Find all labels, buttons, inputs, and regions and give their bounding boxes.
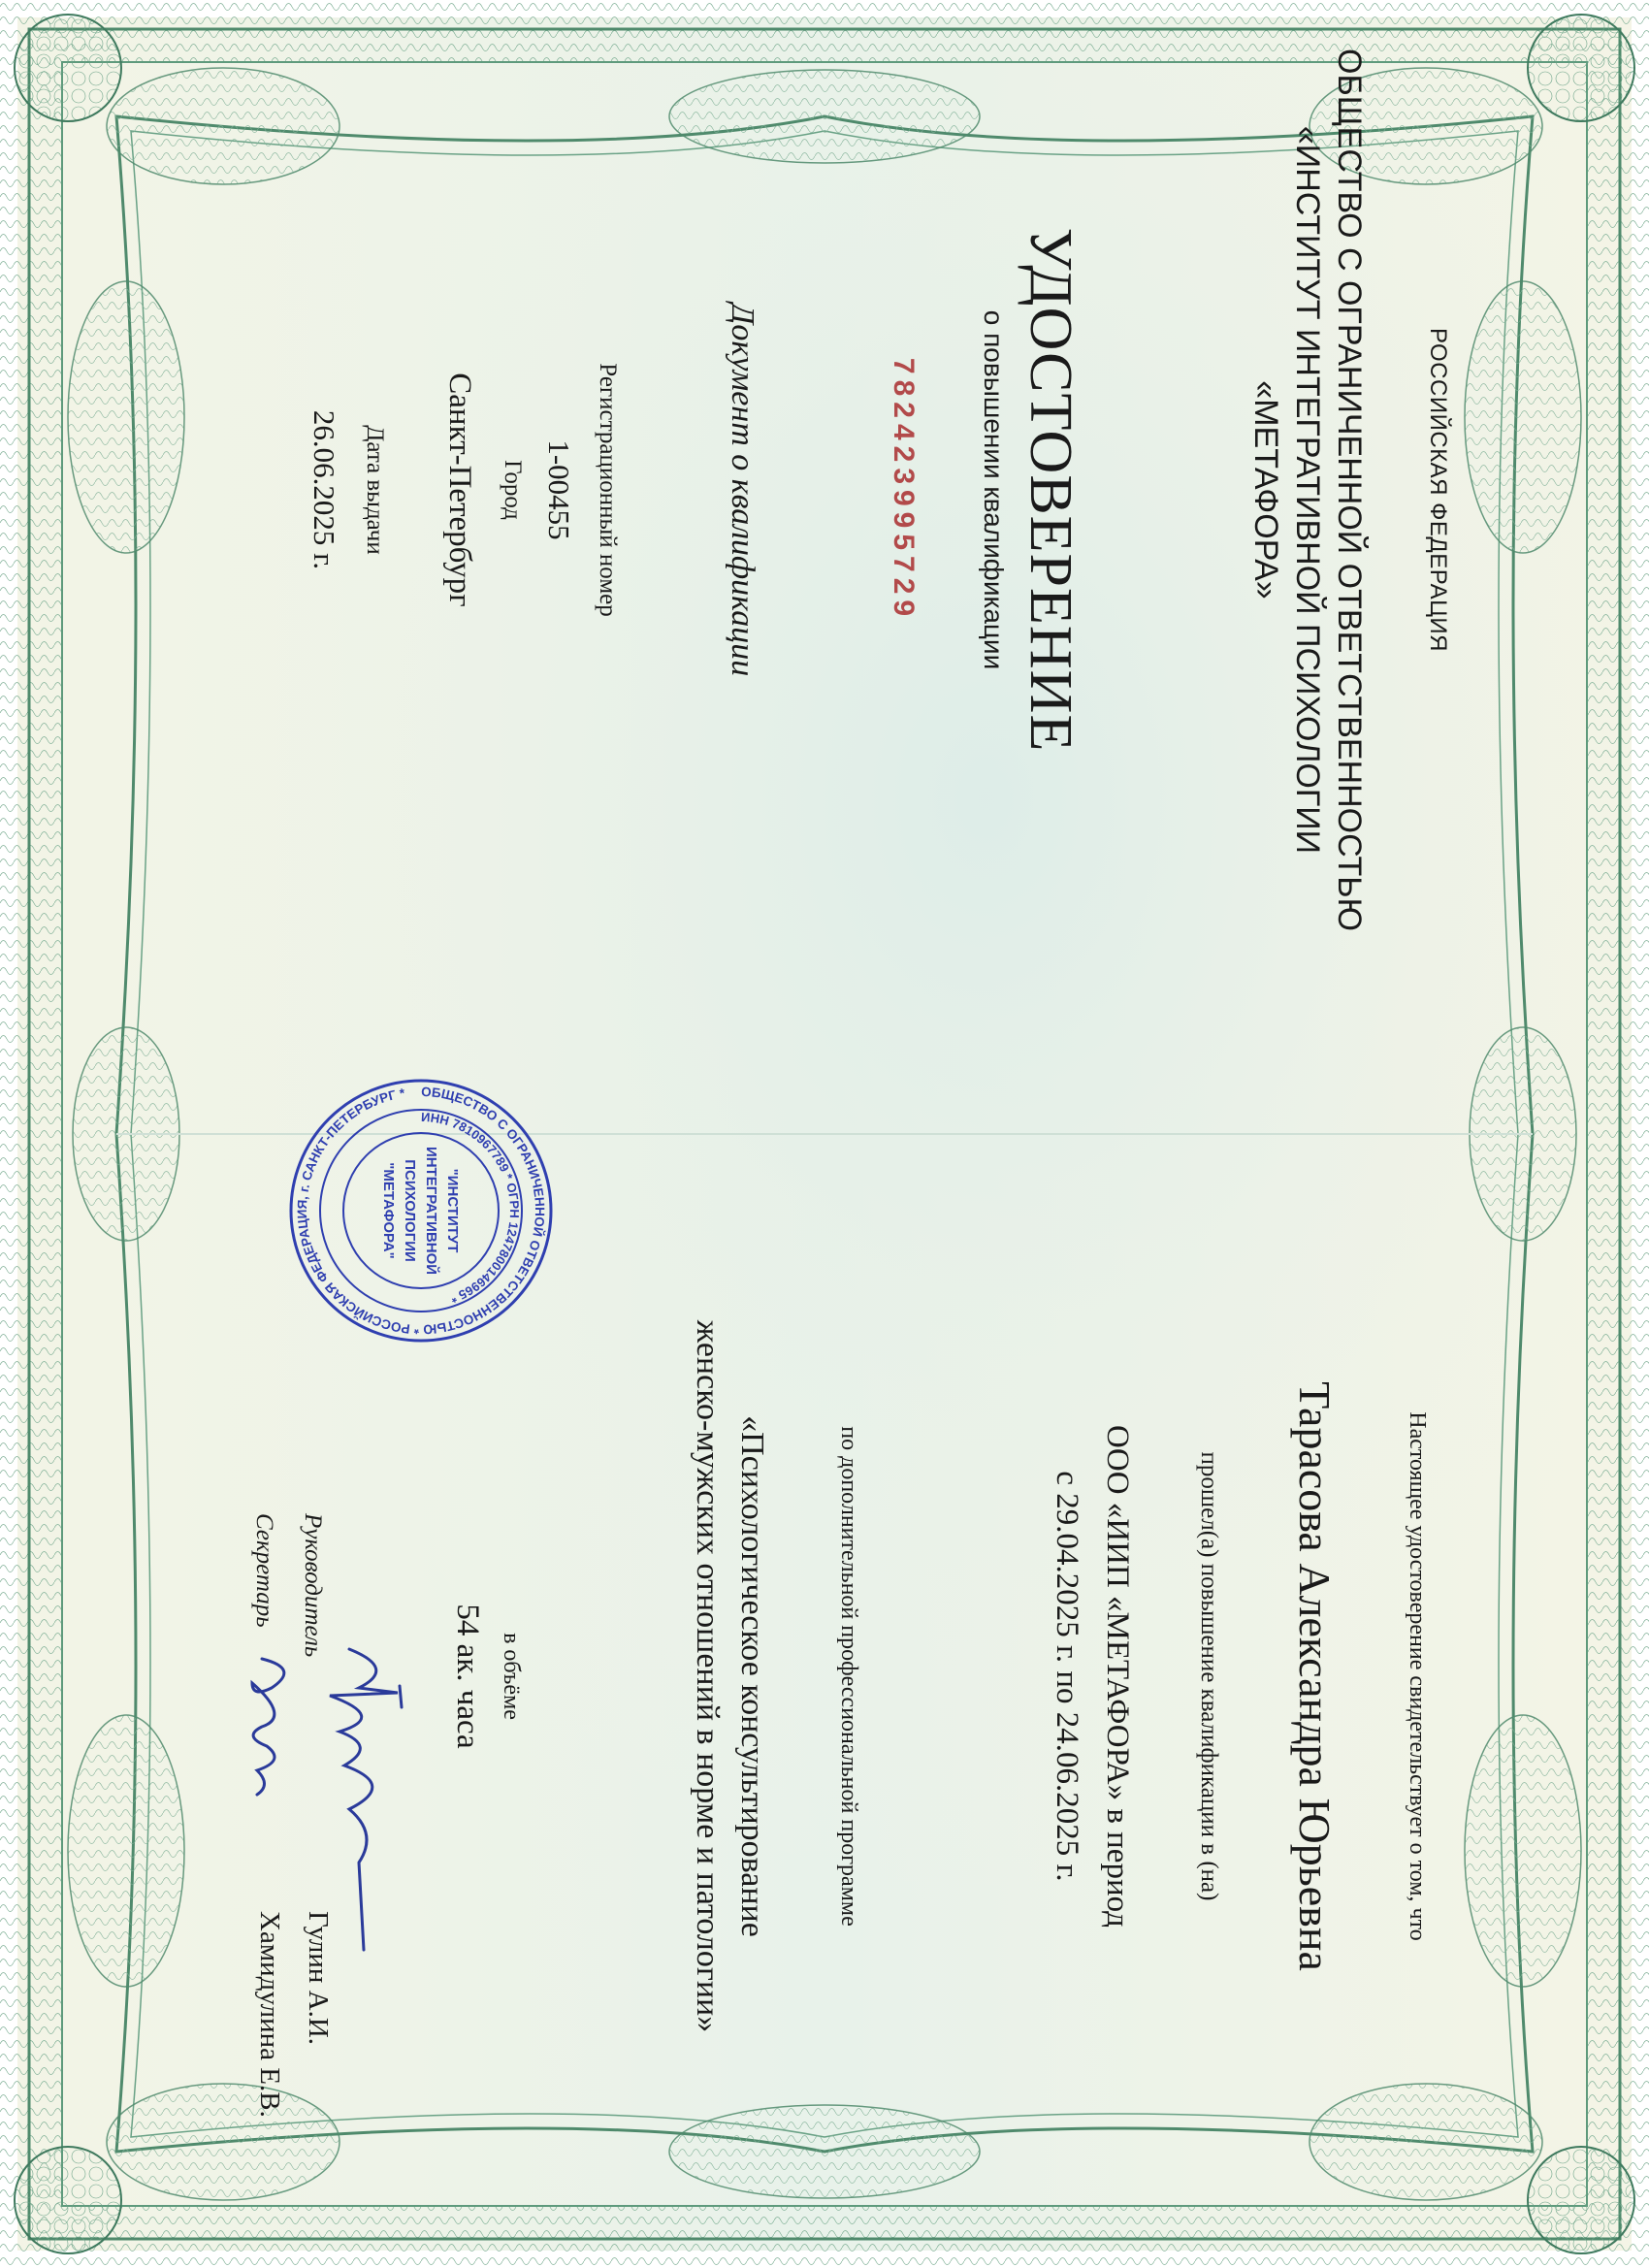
org-name-line3: «МЕТАФОРА» (1247, 380, 1284, 599)
issue-date: 26.06.2025 г. (307, 409, 341, 570)
stamp-center-line3: ПСИХОЛОГИИ (402, 1159, 418, 1262)
head-name: Гулин А.И. (303, 1911, 334, 2046)
city-value: Санкт-Петербург (442, 373, 477, 607)
stamp-inner-text: ИНН 7810967789 * ОГРН 1247800146965 * (420, 1109, 523, 1307)
intro-text: Настоящее удостоверение свидетельствует о том, что (1405, 1411, 1430, 1941)
program-title-line2: женско-мужских отношений в норме и патологии» (690, 1319, 726, 2033)
training-period: с 29.04.2025 г. по 24.06.2025 г. (1050, 1471, 1084, 1882)
secretary-name: Хамидулина Е.В. (254, 1911, 285, 2118)
document-kind: Документ о квалификации (725, 303, 760, 677)
secretary-role: Секретарь (251, 1513, 277, 1628)
volume-value: 54 ак. часа (450, 1604, 485, 1749)
organization-short: ООО «ИИП «МЕТАФОРА» в период (1100, 1425, 1135, 1928)
registration-label: Регистрационный номер (595, 363, 621, 617)
stamp-center-line1: "ИНСТИТУТ (444, 1168, 461, 1253)
serial-number: 782423995729 (888, 357, 920, 623)
city-label: Город (500, 460, 526, 520)
head-signature (310, 1639, 417, 1960)
issue-date-label: Дата выдачи (362, 425, 388, 555)
stamp-center-line2: ИНТЕГРАТИВНОЙ (423, 1146, 439, 1276)
program-intro: по дополнительной профессиональной программе (836, 1426, 861, 1927)
secretary-signature (233, 1649, 310, 1843)
recipient-name: Тарасова Александра Юрьевна (1290, 1381, 1340, 1971)
org-name-line1: ОБЩЕСТВО С ОГРАНИЧЕННОЙ ОТВЕТСТВЕННОСТЬЮ (1331, 49, 1368, 931)
head-role: Руководитель (300, 1513, 326, 1658)
document-subtitle: о повышении квалификации (979, 309, 1009, 670)
registration-number: 1-00455 (542, 439, 576, 540)
program-title-line1: «Психологическое консультирование (734, 1415, 770, 1937)
volume-label: в объёме (499, 1633, 524, 1720)
organization-stamp (285, 1075, 557, 1346)
stamp-center-line4: "МЕТАФОРА" (380, 1162, 397, 1259)
stamp-ring-text: ОБЩЕСТВО С ОГРАНИЧЕННОЙ ОТВЕТСТВЕННОСТЬЮ * РОССИЙСКАЯ ФЕДЕРАЦИЯ, г. САНКТ-ПЕТЕРБУРГ * (294, 1084, 548, 1338)
passed-text: прошел(а) повышение квалификации в (на) (1196, 1451, 1222, 1901)
org-name-line2: «ИНСТИТУТ ИНТЕГРАТИВНОЙ ПСИХОЛОГИИ (1289, 125, 1326, 855)
document-title: УДОСТОВЕРЕНИЕ (1018, 227, 1083, 753)
country-label: РОССИЙСКАЯ ФЕДЕРАЦИЯ (1425, 328, 1451, 652)
